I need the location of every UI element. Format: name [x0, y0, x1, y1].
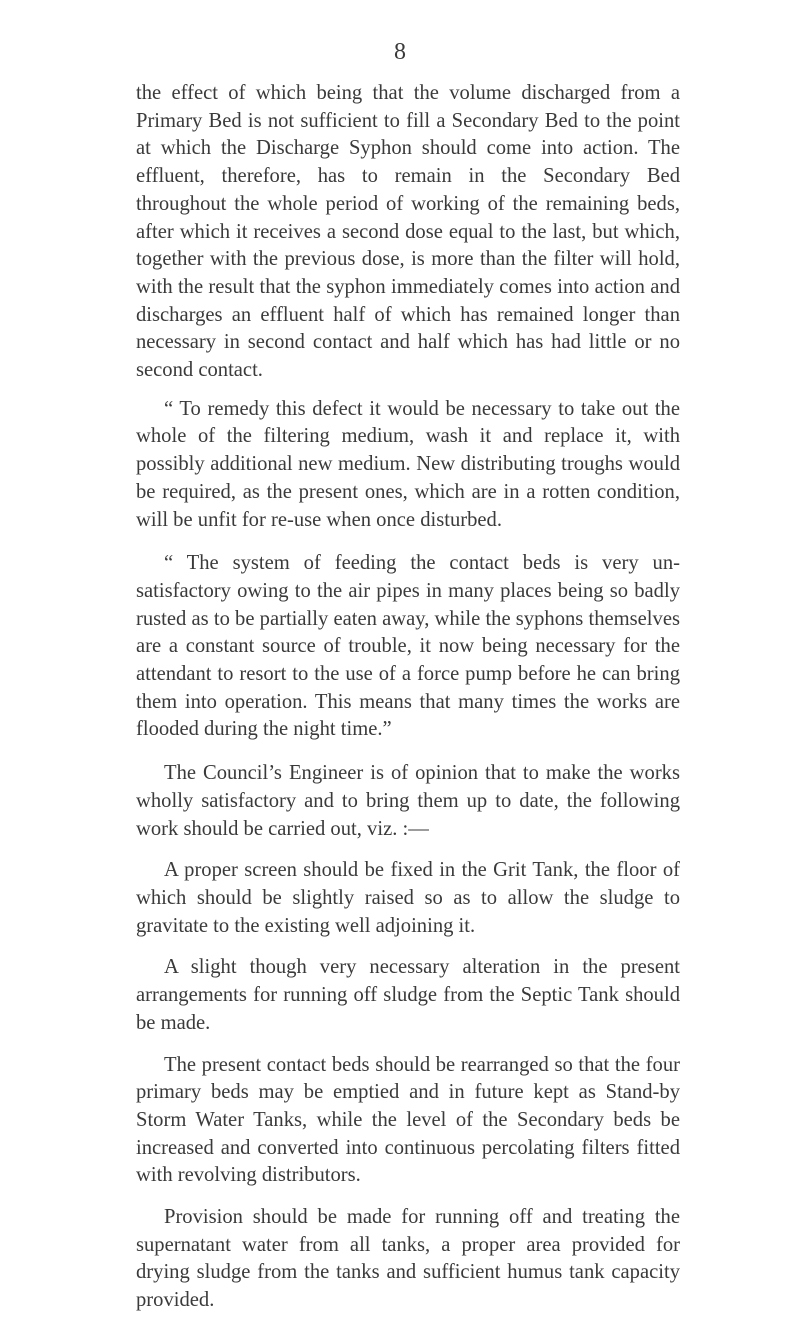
- document-body: [136, 80, 680, 1315]
- paragraph-grit-tank-screen: A proper screen should be fixed in the Grit Tank, the floor of which should be slightly raised so as to allow the sludge to gravitate to the existing well adjoining it.: [136, 859, 680, 937]
- paragraph-septic-tank-sludge: A slight though very necessary alteration in the present arrangements for running off sludge from the Septic Tank should be made.: [136, 956, 680, 1034]
- paragraph-remedy-quote: “ To remedy this defect it would be necessary to take out the whole of the filtering medium, wash it and replace it, with possibly additional new medium. New distributing troughs would be required, as the present ones, which are in a rotten condition, will be unfit for re-use when once disturbed.: [136, 397, 680, 531]
- page-number: 8: [394, 39, 406, 65]
- paragraph-engineer-opinion: The Council’s Engineer is of opinion that to make the works wholly satisfactory and to bring them up to date, the following work should be carried out, viz. :—: [136, 762, 680, 840]
- paragraph-continuation: the effect of which being that the volume discharged from a Primary Bed is not sufficient to fill a Secondary Bed to the point at which the Discharge Syphon should come into action. The effluent, therefore, has to remain in the Secondary Bed throughout the whole period of working of the remaining beds, after which it receives a second dose equal to the last, but which, together with the previous dose, is more than the filter will hold, with the result that the syphon immediately comes into action and discharges an effluent half of which has remained longer than necessary in second contact and half which has had little or no second contact.: [136, 82, 680, 382]
- paragraph-feeding-system-quote: “ The system of feeding the contact beds is very un-satisfactory owing to the air pipes in many places being so badly rusted as to be partially eaten away, while the syphons themselves are a constant source of trouble, it now being necessary for the attendant to resort to the use of a force pump before he can bring them into operation. This means that many times the works are flooded during the night time.”: [136, 552, 680, 741]
- paragraph-supernatant-provision: Provision should be made for running off and treating the supernatant water from all tanks, a proper area provided for drying sludge from the tanks and sufficient humus tank capacity provided.: [136, 1206, 680, 1312]
- paragraph-contact-beds-rearrangement: The present contact beds should be rearranged so that the four primary beds may be emptied and in future kept as Stand-by Storm Water Tanks, while the level of the Secondary beds be increased and converted into continuous percolating filters fitted with revolving distributors.: [136, 1053, 680, 1187]
